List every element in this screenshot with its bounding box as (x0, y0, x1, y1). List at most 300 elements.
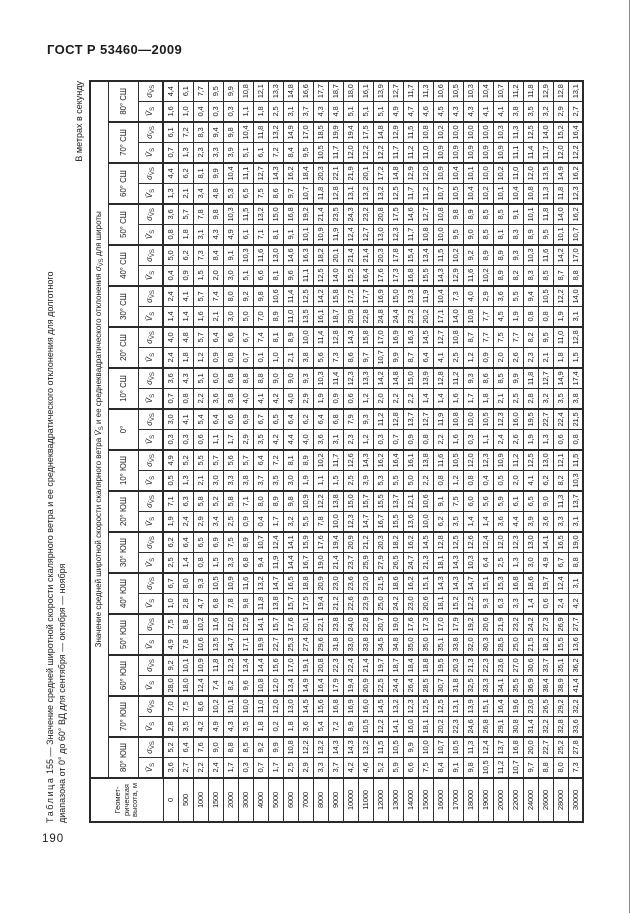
sigma-cell: 21,4 (313, 204, 328, 225)
sigma-cell: 11,5 (238, 204, 253, 225)
vs-cell: 9,1 (448, 758, 463, 779)
sigma-cell: 35,1 (553, 655, 568, 676)
vs-cell: 0,4 (193, 102, 208, 123)
vs-cell: 15,7 (283, 594, 298, 615)
sigma-cell: 12,5 (523, 450, 538, 471)
sigma-cell: 9,2 (253, 737, 268, 758)
vs-cell: 1,0 (178, 102, 193, 123)
sigma-cell: 21,9 (343, 163, 358, 184)
sigma-cell: 18,7 (328, 81, 343, 102)
sigma-cell: 10,3 (523, 245, 538, 266)
sigma-cell: 8,1 (268, 327, 283, 348)
sigma-cell: 11,3 (508, 122, 523, 143)
sigma-cell: 21,9 (493, 614, 508, 635)
vs-cell: 4,9 (538, 553, 553, 574)
sigma-cell: 16,9 (343, 696, 358, 717)
sigma-cell: 10,8 (433, 204, 448, 225)
vs-cell: 29,6 (313, 635, 328, 656)
vs-symbol-header (139, 676, 164, 697)
vs-cell: 4,7 (193, 594, 208, 615)
height-cell: 500 (178, 778, 193, 822)
vs-cell: 6,3 (493, 594, 508, 615)
sigma-cell: 24,2 (523, 614, 538, 635)
vs-cell: 36,9 (523, 676, 538, 697)
vs-cell: 11,7 (403, 184, 418, 205)
sigma-cell: 19,4 (343, 122, 358, 143)
vs-cell: 2,6 (508, 430, 523, 451)
table-row (538, 81, 553, 822)
sigma-cell: 16,4 (388, 450, 403, 471)
vs-cell: 1,1 (313, 471, 328, 492)
sigma-cell: 12,7 (418, 204, 433, 225)
table-row (508, 81, 523, 822)
sigma-cell: 14,8 (388, 368, 403, 389)
vs-cell: 18,1 (433, 553, 448, 574)
vs-cell: 2,1 (208, 307, 223, 328)
vs-cell: 4,3 (208, 225, 223, 246)
vs-cell: 2,4 (493, 430, 508, 451)
vs-cell: 2,3 (523, 348, 538, 369)
vs-cell: 22,3 (448, 717, 463, 738)
sigma-cell: 14,9 (283, 122, 298, 143)
vs-cell: 7,4 (208, 676, 223, 697)
vs-cell: 3,1 (328, 430, 343, 451)
sigma-cell: 5,7 (208, 450, 223, 471)
vs-cell: 28,5 (418, 676, 433, 697)
vs-cell: 8,7 (553, 266, 568, 287)
symbol-v: $V̄_S$ (145, 393, 156, 404)
sigma-cell: 14,3 (358, 450, 373, 471)
sigma-cell: 10,5 (448, 737, 463, 758)
vs-cell: 1,2 (463, 348, 478, 369)
vs-cell: 2,7 (178, 758, 193, 779)
vs-cell: 7,3 (568, 758, 583, 779)
vs-cell: 1,5 (193, 266, 208, 287)
vs-cell: 3,5 (268, 471, 283, 492)
height-cell: 3000 (238, 778, 253, 822)
vs-cell: 1,4 (178, 553, 193, 574)
sigma-cell: 12,3 (478, 450, 493, 471)
sigma-symbol-header (139, 532, 164, 553)
sigma-cell: 22,1 (313, 614, 328, 635)
vs-cell: 5,1 (238, 143, 253, 164)
vs-cell: 0,5 (493, 471, 508, 492)
lat-header: 70° ЮШ (109, 696, 139, 737)
sigma-cell: 21,4 (343, 245, 358, 266)
vs-cell: 12,0 (553, 143, 568, 164)
sigma-cell: 6,9 (238, 409, 253, 430)
sigma-cell: 9,2 (238, 286, 253, 307)
sigma-cell: 12,8 (433, 368, 448, 389)
symbol-v: $V̄_S$ (145, 762, 156, 773)
vs-cell: 14,3 (448, 553, 463, 574)
height-cell: 1500 (208, 778, 223, 822)
vs-symbol-header (139, 553, 164, 574)
sigma-cell: 6,6 (223, 327, 238, 348)
sigma-cell: 18,2 (313, 245, 328, 266)
vs-cell: 10,6 (193, 635, 208, 656)
table-body (163, 81, 583, 822)
vs-cell: 12,0 (268, 676, 283, 697)
sigma-cell: 17,0 (568, 245, 583, 266)
header-row-latitudes (109, 81, 139, 822)
sigma-cell: 15,3 (493, 573, 508, 594)
sigma-cell: 12,8 (553, 81, 568, 102)
vs-cell: 23,0 (403, 594, 418, 615)
sigma-cell: 14,0 (568, 286, 583, 307)
sigma-cell: 29,2 (553, 696, 568, 717)
vs-cell: 9,7 (283, 184, 298, 205)
vs-cell: 20,9 (358, 676, 373, 697)
vs-cell: 1,5 (328, 471, 343, 492)
sigma-cell: 23,6 (493, 655, 508, 676)
sigma-cell: 11,5 (433, 245, 448, 266)
vs-cell: 19,0 (313, 553, 328, 574)
vs-cell: 14,7 (358, 512, 373, 533)
sigma-cell: 16,2 (283, 163, 298, 184)
vs-cell: 30,7 (433, 676, 448, 697)
vs-cell: 1,3 (508, 553, 523, 574)
vs-cell: 21,2 (328, 594, 343, 615)
sigma-cell: 10,0 (478, 122, 493, 143)
sigma-cell: 7,0 (163, 696, 178, 717)
caption-dash: — (45, 747, 55, 757)
vs-cell: 15,2 (448, 594, 463, 615)
sigma-cell: 14,9 (553, 163, 568, 184)
sigma-cell: 21,2 (358, 532, 373, 553)
vs-cell: 10,3 (568, 471, 583, 492)
sigma-cell: 23,0 (358, 573, 373, 594)
vs-cell: 8,9 (268, 307, 283, 328)
header-row-symbols (139, 81, 164, 822)
vs-cell: 34,5 (373, 635, 388, 656)
vs-cell: 5,6 (313, 348, 328, 369)
vs-cell: 24,2 (388, 594, 403, 615)
lat-header: 40° СШ (109, 245, 139, 286)
vs-cell: 11,6 (463, 266, 478, 287)
sigma-cell: 12,1 (553, 450, 568, 471)
sigma-symbol-header (139, 286, 164, 307)
sigma-cell: 10,9 (493, 450, 508, 471)
sigma-cell: 8,0 (253, 491, 268, 512)
vs-cell: 32,5 (463, 676, 478, 697)
vs-cell: 13,2 (358, 184, 373, 205)
sigma-cell: 11,4 (283, 286, 298, 307)
vs-cell: 10,0 (433, 225, 448, 246)
sigma-cell: 5,0 (163, 245, 178, 266)
sigma-cell: 6,0 (463, 491, 478, 512)
sigma-cell: 7,4 (253, 327, 268, 348)
vs-cell: 7,2 (328, 717, 343, 738)
height-cell: 4000 (253, 778, 268, 822)
sigma-cell: 5,5 (508, 286, 523, 307)
vs-cell: 25,3 (283, 635, 298, 656)
sigma-cell: 11,7 (403, 81, 418, 102)
vs-cell: 35,0 (403, 635, 418, 656)
table-row (328, 81, 343, 822)
vs-cell: 0,8 (163, 225, 178, 246)
sigma-cell: 9,2 (163, 655, 178, 676)
sigma-cell: 11,6 (208, 614, 223, 635)
vs-cell: 0,9 (403, 430, 418, 451)
sigma-cell: 13,3 (403, 286, 418, 307)
sigma-cell: 21,5 (373, 573, 388, 594)
vs-cell: 4,3 (223, 717, 238, 738)
vs-cell: 3,5 (553, 389, 568, 410)
sigma-cell: 3,6 (163, 368, 178, 389)
vs-cell: 24,4 (388, 307, 403, 328)
vs-cell: 3,9 (223, 143, 238, 164)
sigma-cell: 12,0 (523, 163, 538, 184)
vs-cell: 3,8 (238, 471, 253, 492)
vs-cell: 1,4 (418, 389, 433, 410)
lat-header: 80° ЮШ (109, 737, 139, 778)
sigma-cell: 14,0 (553, 204, 568, 225)
vs-cell: 10,5 (358, 717, 373, 738)
sigma-cell: 14,3 (328, 737, 343, 758)
vs-cell: 17,6 (373, 266, 388, 287)
sigma-cell: 9,3 (358, 409, 373, 430)
symbol-sigma: $\sigma_{V̄S}$ (145, 659, 156, 672)
sigma-cell: 15,8 (358, 327, 373, 348)
vs-cell: 2,8 (178, 594, 193, 615)
vs-cell: 33,8 (448, 635, 463, 656)
table-row (208, 81, 223, 822)
vs-cell: 10,7 (508, 758, 523, 779)
symbol-sigma: $\sigma_{V̄S}$ (145, 413, 156, 426)
table-row (343, 81, 358, 822)
sigma-cell: 11,9 (418, 286, 433, 307)
sigma-cell: 21,4 (358, 655, 373, 676)
vs-cell: 0,2 (268, 717, 283, 738)
vs-cell: 8,4 (283, 143, 298, 164)
sigma-cell: 19,6 (508, 696, 523, 717)
sigma-cell: 12,9 (388, 122, 403, 143)
vs-cell: 13,8 (268, 594, 283, 615)
vs-cell: 12,5 (313, 266, 328, 287)
sigma-cell: 18,8 (298, 573, 313, 594)
vs-cell: 9,0 (463, 225, 478, 246)
vs-cell: 15,5 (388, 512, 403, 533)
sigma-cell: 14,5 (298, 696, 313, 717)
sigma-cell: 8,9 (463, 204, 478, 225)
sigma-cell: 14,3 (343, 327, 358, 348)
vs-cell: 12,0 (343, 143, 358, 164)
vs-cell: 12,9 (448, 266, 463, 287)
sigma-cell: 11,6 (253, 245, 268, 266)
sigma-cell: 11,0 (508, 163, 523, 184)
vs-cell: 3,1 (568, 307, 583, 328)
vs-cell: 5,4 (313, 717, 328, 738)
sigma-cell: 12,0 (223, 614, 238, 635)
vs-cell: 8,8 (568, 553, 583, 574)
sigma-cell: 19,0 (388, 614, 403, 635)
vs-cell: 8,3 (508, 225, 523, 246)
sigma-cell: 7,9 (343, 409, 358, 430)
vs-cell: 0,3 (373, 430, 388, 451)
sigma-cell: 16,8 (508, 737, 523, 758)
sigma-cell: 6,8 (328, 409, 343, 430)
vs-cell: 12,2 (568, 143, 583, 164)
sigma-cell: 12,8 (328, 327, 343, 348)
vs-cell: 0,3 (163, 430, 178, 451)
sigma-cell: 24,0 (343, 614, 358, 635)
sigma-cell: 14,2 (313, 286, 328, 307)
sigma-cell: 11,6 (238, 573, 253, 594)
sigma-cell: 22,1 (328, 163, 343, 184)
symbol-v: $V̄_S$ (145, 639, 156, 650)
symbol-sigma: $\sigma_{V̄S}$ (145, 454, 156, 467)
vs-cell: 2,8 (523, 389, 538, 410)
sigma-cell: 17,7 (358, 286, 373, 307)
sigma-symbol-header (139, 737, 164, 758)
sigma-symbol-header (139, 491, 164, 512)
height-cell: 28000 (553, 778, 568, 822)
table-row (478, 81, 493, 822)
sigma-cell: 16,5 (283, 573, 298, 594)
vs-cell: 1,4 (478, 512, 493, 533)
vs-cell: 5,2 (373, 758, 388, 779)
vs-cell: 2,9 (298, 389, 313, 410)
vs-cell: 24,8 (373, 307, 388, 328)
sigma-cell: 7,1 (238, 491, 253, 512)
vs-cell: 3,8 (508, 102, 523, 123)
sigma-cell: 12,1 (253, 81, 268, 102)
sigma-cell: 10,2 (493, 163, 508, 184)
vs-cell: 15,5 (553, 635, 568, 656)
vs-cell: 7,5 (418, 758, 433, 779)
vs-cell: 1,3 (163, 184, 178, 205)
sigma-cell: 8,9 (283, 327, 298, 348)
vs-cell: 7,5 (253, 184, 268, 205)
sigma-cell: 10,7 (253, 532, 268, 553)
sigma-cell: 10,2 (433, 122, 448, 143)
vs-cell: 1,7 (223, 758, 238, 779)
sigma-symbol-header (139, 614, 164, 635)
sigma-cell: 10,8 (448, 409, 463, 430)
vs-cell: 2,9 (238, 430, 253, 451)
sigma-cell: 12,5 (523, 122, 538, 143)
vs-cell: 2,5 (448, 348, 463, 369)
vs-cell: 3,2 (283, 512, 298, 533)
table-row (268, 81, 283, 822)
vs-cell: 26,4 (403, 676, 418, 697)
vs-cell: 12,3 (568, 184, 583, 205)
vs-cell: 28,5 (493, 635, 508, 656)
vs-cell: 19,9 (253, 635, 268, 656)
sigma-symbol-header (139, 696, 164, 717)
vs-cell: 1,6 (448, 430, 463, 451)
vs-cell: 10,7 (373, 348, 388, 369)
sigma-cell: 10,9 (193, 655, 208, 676)
sigma-cell: 12,8 (388, 409, 403, 430)
wind-table (89, 80, 584, 823)
height-cell: 17000 (448, 778, 463, 822)
sigma-cell: 15,0 (343, 491, 358, 512)
sigma-cell: 6,4 (253, 450, 268, 471)
sigma-cell: 12,5 (448, 532, 463, 553)
sigma-cell: 6,5 (268, 409, 283, 430)
vs-cell: 33,3 (478, 676, 493, 697)
sigma-cell: 17,5 (358, 122, 373, 143)
vs-cell: 13,5 (298, 307, 313, 328)
vs-symbol-header (139, 717, 164, 738)
vs-cell: 5,5 (298, 512, 313, 533)
height-cell: 22000 (508, 778, 523, 822)
sigma-cell: 23,8 (328, 614, 343, 635)
vs-cell: 3,6 (298, 717, 313, 738)
vs-cell: 0,9 (328, 389, 343, 410)
vs-cell: 8,5 (538, 266, 553, 287)
vs-cell: 3,5 (178, 717, 193, 738)
vs-cell: 0,7 (163, 389, 178, 410)
sigma-cell: 20,1 (328, 245, 343, 266)
sigma-cell: 13,7 (388, 491, 403, 512)
vs-cell: 0,9 (178, 266, 193, 287)
vs-cell: 18,7 (328, 307, 343, 328)
sigma-cell: 9,1 (433, 491, 448, 512)
sigma-cell: 11,8 (208, 655, 223, 676)
sigma-cell: 10,6 (433, 81, 448, 102)
vs-cell: 3,8 (223, 389, 238, 410)
lat-header: 40° ЮШ (109, 573, 139, 614)
vs-cell: 2,9 (193, 512, 208, 533)
vs-cell: 11,1 (298, 266, 313, 287)
vs-cell: 21,5 (523, 635, 538, 656)
sigma-cell: 11,4 (313, 327, 328, 348)
symbol-sigma: $\sigma_{V̄S}$ (145, 167, 156, 180)
sigma-cell: 14,1 (538, 532, 553, 553)
sigma-cell: 10,7 (493, 81, 508, 102)
symbol-sigma: $\sigma_{V̄S}$ (145, 290, 156, 303)
vs-cell: 4,4 (508, 512, 523, 533)
sigma-cell: 22,3 (478, 655, 493, 676)
vs-cell: 9,7 (358, 348, 373, 369)
vs-cell: 10,9 (478, 143, 493, 164)
sigma-cell: 12,7 (538, 368, 553, 389)
sigma-cell: 13,1 (568, 81, 583, 102)
vs-cell: 32,2 (538, 717, 553, 738)
vs-cell: 18,2 (538, 635, 553, 656)
sigma-cell: 5,4 (193, 409, 208, 430)
sigma-cell: 17,0 (283, 655, 298, 676)
vs-cell: 1,4 (463, 512, 478, 533)
vs-cell: 16,1 (313, 307, 328, 328)
vs-cell: 20,6 (418, 594, 433, 615)
vs-cell: 5,1 (238, 266, 253, 287)
vs-cell: 4,8 (208, 184, 223, 205)
sigma-cell: 6,4 (178, 737, 193, 758)
sigma-cell: 17,8 (388, 245, 403, 266)
vs-cell: 1,7 (268, 512, 283, 533)
vs-cell: 11,7 (403, 225, 418, 246)
vs-cell: 1,4 (163, 307, 178, 328)
vs-cell: 25,9 (358, 553, 373, 574)
sigma-cell: 9,9 (223, 81, 238, 102)
vs-cell: 1,5 (208, 553, 223, 574)
header-row-span (90, 81, 109, 822)
vs-cell: 8,9 (343, 717, 358, 738)
sigma-cell: 4,8 (178, 327, 193, 348)
vs-cell: 9,5 (538, 225, 553, 246)
symbol-v: $V̄_S$ (145, 311, 156, 322)
vs-cell: 2,1 (493, 389, 508, 410)
vs-cell: 8,2 (553, 471, 568, 492)
vs-cell: 11,7 (328, 143, 343, 164)
vs-cell: 31,4 (523, 717, 538, 738)
sigma-cell: 20,1 (358, 163, 373, 184)
vs-cell: 4,1 (478, 102, 493, 123)
